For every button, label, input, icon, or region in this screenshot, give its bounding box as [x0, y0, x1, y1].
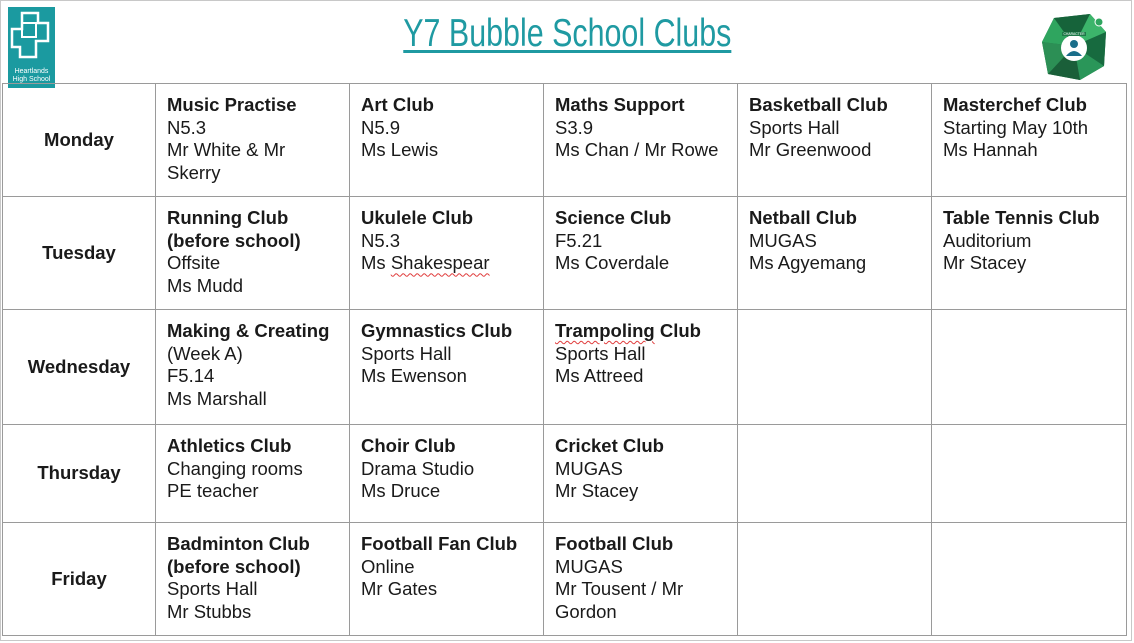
club-detail: F5.21 — [555, 229, 603, 251]
club-detail: Starting May 10th — [943, 116, 1088, 138]
club-cell — [738, 425, 932, 523]
club-detail: Mr Gates — [361, 578, 438, 600]
club-detail: MUGAS — [749, 229, 817, 251]
club-cell — [738, 84, 932, 197]
club-cell — [738, 310, 932, 425]
day-label: Tuesday — [3, 197, 156, 310]
club-detail: Ms Coverdale — [555, 252, 670, 274]
table-row — [3, 197, 1127, 310]
club-teacher — [361, 252, 533, 275]
club-detail: Skerry — [167, 162, 221, 184]
club-name: Masterchef Club — [943, 94, 1087, 115]
club-name: Table Tennis Club — [943, 207, 1100, 228]
club-cell — [544, 84, 738, 197]
club-detail: Ms Ewenson — [361, 365, 467, 387]
club-name: Cricket Club — [555, 435, 664, 456]
club-cell — [156, 425, 350, 523]
club-detail: Sports Hall — [361, 342, 452, 364]
club-detail: MUGAS — [555, 457, 623, 479]
club-detail: Auditorium — [943, 229, 1032, 251]
club-detail: Mr Tousent / Mr — [555, 578, 684, 600]
teacher-title: Ms — [361, 252, 391, 274]
club-detail: Mr White & Mr — [167, 139, 286, 161]
club-cell — [156, 84, 350, 197]
teacher-name-misspelled: Shakespear — [390, 252, 490, 274]
club-detail: N5.3 — [167, 116, 207, 138]
school-name: Heartlands High School — [12, 68, 51, 83]
club-detail: Ms Hannah — [943, 139, 1038, 161]
club-cell — [932, 84, 1127, 197]
club-detail: Drama Studio — [361, 457, 475, 479]
club-detail: Ms Marshall — [167, 388, 267, 410]
club-cell — [738, 197, 932, 310]
club-cell — [544, 197, 738, 310]
club-name: Netball Club — [749, 207, 857, 228]
club-cell — [544, 523, 738, 636]
character-badge-icon — [1040, 12, 1110, 82]
page-title-wrap — [0, 12, 1134, 56]
table-row — [3, 310, 1127, 425]
club-detail: Mr Stacey — [943, 252, 1027, 274]
clubs-table-body — [3, 84, 1127, 636]
club-detail: Changing rooms — [167, 457, 303, 479]
club-cell — [738, 523, 932, 636]
club-name: Athletics Club — [167, 435, 292, 456]
club-detail: Sports Hall — [555, 342, 646, 364]
club-cell — [350, 523, 544, 636]
club-detail: Ms Agyemang — [749, 252, 867, 274]
club-cell — [156, 310, 350, 425]
club-cell — [932, 310, 1127, 425]
table-row — [3, 523, 1127, 636]
club-name: Badminton Club — [167, 533, 310, 554]
club-detail: S3.9 — [555, 116, 594, 138]
club-detail: Sports Hall — [167, 578, 258, 600]
club-name-note: (before school) — [167, 555, 301, 577]
club-cell — [156, 197, 350, 310]
club-name — [555, 320, 727, 343]
table-row — [3, 84, 1127, 197]
club-name: Choir Club — [361, 435, 456, 456]
club-cell — [544, 425, 738, 523]
club-detail: Ms Druce — [361, 480, 441, 502]
day-label: Friday — [3, 523, 156, 636]
club-cell — [350, 197, 544, 310]
club-name: Maths Support — [555, 94, 685, 115]
page-title: Y7 Bubble School Clubs — [402, 12, 732, 55]
character-badge-caption: CHARACTER — [1063, 32, 1085, 37]
club-cell — [350, 310, 544, 425]
club-name: Football Fan Club — [361, 533, 518, 554]
club-cell — [932, 197, 1127, 310]
club-name: Art Club — [361, 94, 434, 115]
club-detail: Ms Chan / Mr Rowe — [555, 139, 719, 161]
club-name: Science Club — [555, 207, 672, 228]
club-detail: Sports Hall — [749, 116, 840, 138]
club-cell — [932, 523, 1127, 636]
day-label: Thursday — [3, 425, 156, 523]
club-detail: PE teacher — [167, 480, 259, 502]
club-detail: Online — [361, 555, 415, 577]
club-detail: Mr Stacey — [555, 480, 639, 502]
club-name: Basketball Club — [749, 94, 888, 115]
club-detail: Mr Greenwood — [749, 139, 872, 161]
club-cell — [350, 84, 544, 197]
club-detail: Offsite — [167, 252, 221, 274]
day-label: Wednesday — [3, 310, 156, 425]
clubs-table — [2, 83, 1127, 636]
club-detail: MUGAS — [555, 555, 623, 577]
club-detail: F5.14 — [167, 365, 215, 387]
club-name: Making & Creating — [167, 320, 330, 341]
club-name-misspelled: Trampoling — [555, 320, 655, 341]
club-detail: N5.3 — [361, 229, 401, 251]
club-name-rest: Club — [654, 320, 701, 341]
club-cell — [156, 523, 350, 636]
club-name: Running Club — [167, 207, 289, 228]
club-cell — [350, 425, 544, 523]
club-detail: Gordon — [555, 601, 617, 623]
table-row — [3, 425, 1127, 523]
club-detail: Ms Lewis — [361, 139, 439, 161]
club-detail: N5.9 — [361, 116, 401, 138]
club-detail: Ms Attreed — [555, 365, 644, 387]
day-label: Monday — [3, 84, 156, 197]
club-detail: Mr Stubbs — [167, 601, 252, 623]
club-cell — [544, 310, 738, 425]
club-name: Music Practise — [167, 94, 297, 115]
club-name: Football Club — [555, 533, 674, 554]
club-detail: (Week A) — [167, 342, 243, 364]
club-detail: Ms Mudd — [167, 275, 244, 297]
club-name-note: (before school) — [167, 229, 301, 251]
club-cell — [932, 425, 1127, 523]
club-name: Gymnastics Club — [361, 320, 513, 341]
club-name: Ukulele Club — [361, 207, 474, 228]
